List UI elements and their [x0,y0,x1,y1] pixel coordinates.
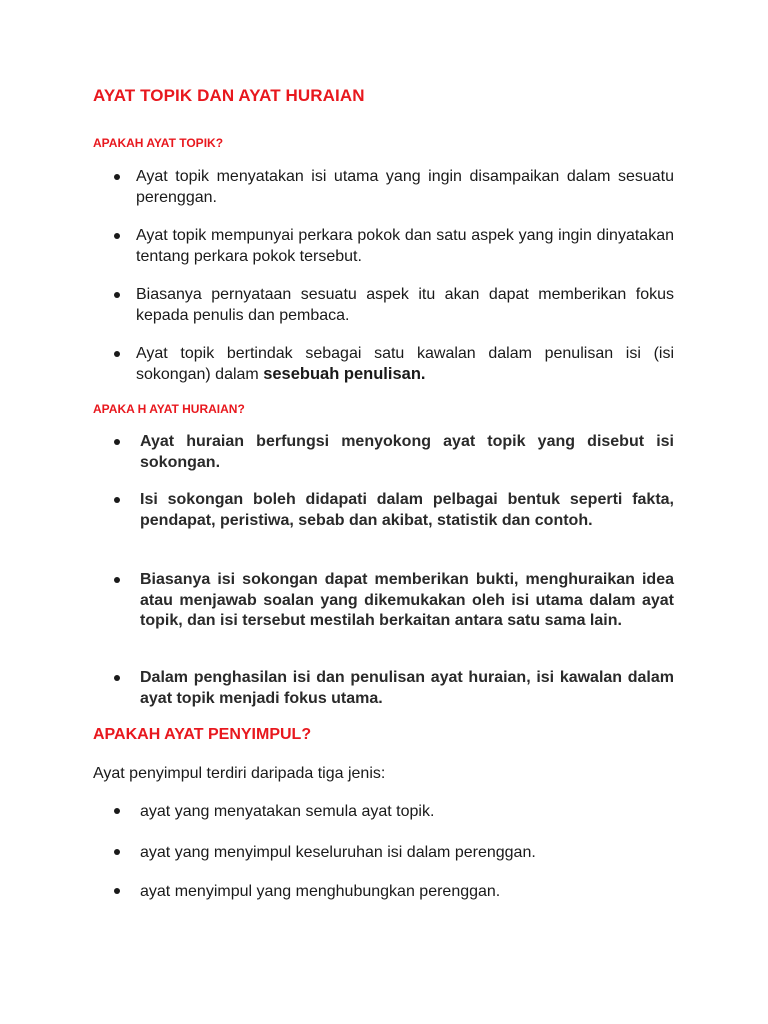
list-item-text [136,343,674,385]
bullet-icon [114,292,120,298]
list-item-text-emphasis: sesebuah penulisan. [263,365,426,383]
list-item-text: Biasanya pernyataan sesuatu aspek itu akan dapat memberikan fokus kepada penulis dan pembaca. [136,286,674,324]
list-item-text: ayat menyimpul yang menghubungkan perenggan. [140,883,501,900]
bullet-icon [114,888,120,894]
bullet-icon [114,439,120,445]
section-heading-ayat-penyimpul: APAKAH AYAT PENYIMPUL? [93,726,312,743]
list-item-text: Ayat topik mempunyai perkara pokok dan satu aspek yang ingin dinyatakan tentang perkara pokok tersebut. [136,227,674,265]
bullet-icon [114,233,120,239]
bullet-icon [114,497,120,503]
bullet-icon [114,675,120,681]
list-item-text-plain: Ayat topik bertindak sebagai satu kawalan dalam penulisan isi (isi sokongan) dalam [136,345,674,383]
bullet-icon [114,849,120,855]
list-item-text: ayat yang menyimpul keseluruhan isi dalam perenggan. [140,844,536,861]
list-item-text: Dalam penghasilan isi dan penulisan ayat huraian, isi kawalan dalam ayat topik menjadi fokus utama. [140,669,674,707]
section-heading-ayat-topik: APAKAH AYAT TOPIK? [93,136,224,150]
list-item-text: Ayat huraian berfungsi menyokong ayat topik yang disebut isi sokongan. [140,433,674,471]
bullet-icon [114,808,120,814]
section-heading-ayat-huraian: APAKA H AYAT HURAIAN? [93,402,245,416]
list-item-text: Biasanya isi sokongan dapat memberikan bukti, menghuraikan idea atau menjawab soalan yang dikemukakan oleh isi utama dalam ayat topik, dan isi tersebut mestilah berkaitan antara satu sama lain. [140,571,674,629]
list-item-text: Isi sokongan boleh didapati dalam pelbagai bentuk seperti fakta, pendapat, peristiwa, sebab dan akibat, statistik dan contoh. [140,491,674,529]
bullet-icon [114,577,120,583]
ayat-penyimpul-intro: Ayat penyimpul terdiri daripada tiga jenis: [93,765,386,782]
bullet-icon [114,174,120,180]
document-title: AYAT TOPIK DAN AYAT HURAIAN [93,86,365,105]
list-item-text: ayat yang menyatakan semula ayat topik. [140,803,435,820]
list-item-text: Ayat topik menyatakan isi utama yang ingin disampaikan dalam sesuatu perenggan. [136,168,674,206]
bullet-icon [114,351,120,357]
